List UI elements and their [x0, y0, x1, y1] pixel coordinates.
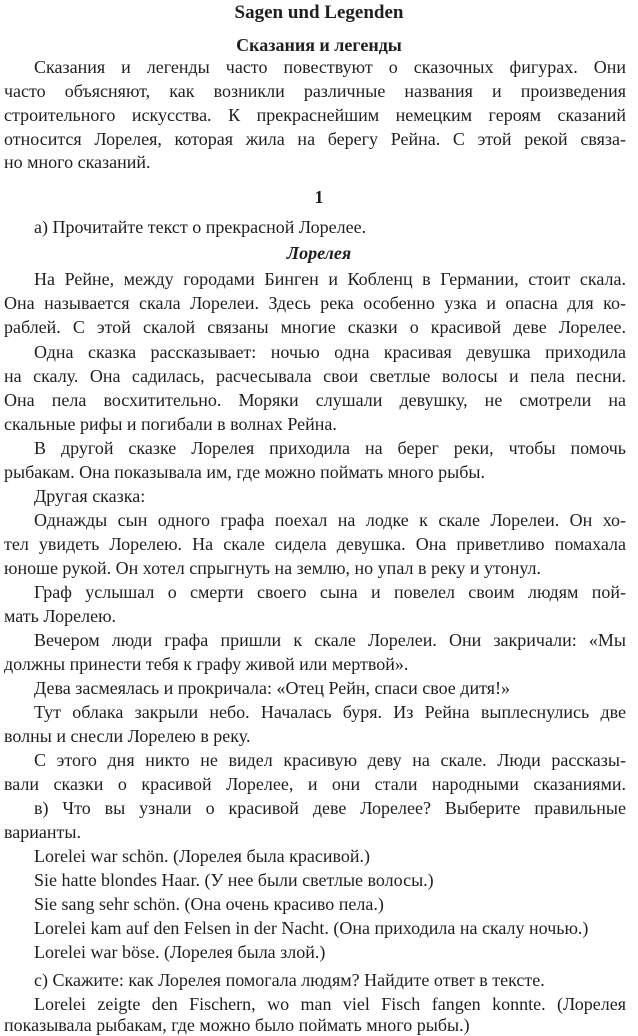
story-line: рыбакам. Она показывала им, где можно поймать много рыбы. [4, 462, 485, 482]
task-c-question: с) Скажите: как Лорелея помогала людям? Найдите ответ в тексте. [34, 970, 545, 990]
intro-line: но много сказаний. [4, 152, 151, 172]
story-line: Дева засмеялась и прокричала: «Отец Рейн, спаси свое дитя!» [34, 678, 510, 698]
section-title-russian: Сказания и легенды [236, 35, 402, 55]
task-c-answer-line: Lorelei zeigte den Fischern, wo man viel Fisch fangen konnte. (Лорелея [34, 994, 626, 1014]
answer-option: Lorelei war schön. (Лорелея была красивой.) [34, 846, 371, 866]
story-line: скальные рифы и погибали в волнах Рейна. [4, 414, 337, 434]
story-line: Однажды сын одного графа поехал на лодке к скале Лорелеи. Он хо- [34, 510, 626, 530]
story-line: раблей. С этой скалой связаны многие сказки о красивой деве Лорелее. [4, 317, 626, 337]
exercise-number: 1 [314, 187, 324, 207]
intro-line: часто объясняют, как возникли различные названия и произведения [4, 81, 626, 101]
story-line: Вечером люди графа пришли к скале Лорелеи. Они закричали: «Мы [34, 630, 626, 650]
story-line: Одна сказка рассказывает: ночью одна красивая девушка приходила [34, 342, 626, 362]
task-b-line: варианты. [4, 822, 81, 842]
story-line: Граф услышал о смерти своего сына и повелел своим людям пой- [34, 582, 626, 602]
story-line: На Рейне, между городами Бинген и Кобленц в Германии, стоит скала. [34, 269, 626, 289]
answer-option: Lorelei kam auf den Felsen in der Nacht. (Она приходила на скалу ночью.) [34, 918, 589, 938]
story-line: Тут облака закрыли небо. Началась буря. Из Рейна выплеснулись две [34, 702, 626, 722]
task-a: а) Прочитайте текст о прекрасной Лорелее. [34, 217, 367, 237]
story-line: мать Лорелею. [4, 606, 117, 626]
task-b-line: в) Что вы узнали о красивой деве Лорелее? Выберите правильные [34, 798, 626, 818]
story-line: на скалу. Она садилась, расчесывала свои светлые волосы и пела песни. [4, 366, 626, 386]
section-title-german: Sagen und Legenden [234, 2, 404, 23]
answer-option: Sie hatte blondes Haar. (У нее были светлые волосы.) [34, 870, 434, 890]
intro-line: относится Лорелея, которая жила на берегу Рейна. С этой рекой связа- [4, 129, 626, 149]
story-line: С этого дня никто не видел красивую деву на скале. Люди рассказы- [34, 750, 626, 770]
story-line: волны и снесли Лорелею в реку. [4, 726, 251, 746]
story-title: Лорелея [286, 243, 352, 263]
story-line: тел увидеть Лорелею. На скале сидела девушка. Она приветливо помахала [4, 534, 626, 554]
story-line: должны принести тебя к графу живой или мертвой». [4, 654, 409, 674]
story-line: Другая сказка: [34, 486, 146, 506]
story-line: Она называется скала Лорелеи. Здесь река особенно узка и опасна для ко- [4, 293, 626, 313]
task-c-answer-line: показывала рыбакам, где можно было поймать много рыбы.) [4, 1015, 470, 1035]
story-line: В другой сказке Лорелея приходила на берег реки, чтобы помочь [34, 438, 626, 458]
story-line: вали сказки о красивой Лорелее, и они стали народными сказаниями. [4, 774, 626, 794]
intro-line: строительного искусства. К прекраснейшим немецким героям сказаний [4, 105, 626, 125]
story-line: юноше рукой. Он хотел спрыгнуть на землю, но упал в реку и утонул. [4, 558, 542, 578]
story-line: Она пела восхитительно. Моряки слушали девушку, не смотрели на [4, 390, 626, 410]
answer-option: Sie sang sehr schön. (Она очень красиво пела.) [34, 894, 384, 914]
intro-line: Сказания и легенды часто повествуют о сказочных фигурах. Они [34, 57, 626, 77]
answer-option: Lorelei war böse. (Лорелея была злой.) [34, 942, 326, 962]
